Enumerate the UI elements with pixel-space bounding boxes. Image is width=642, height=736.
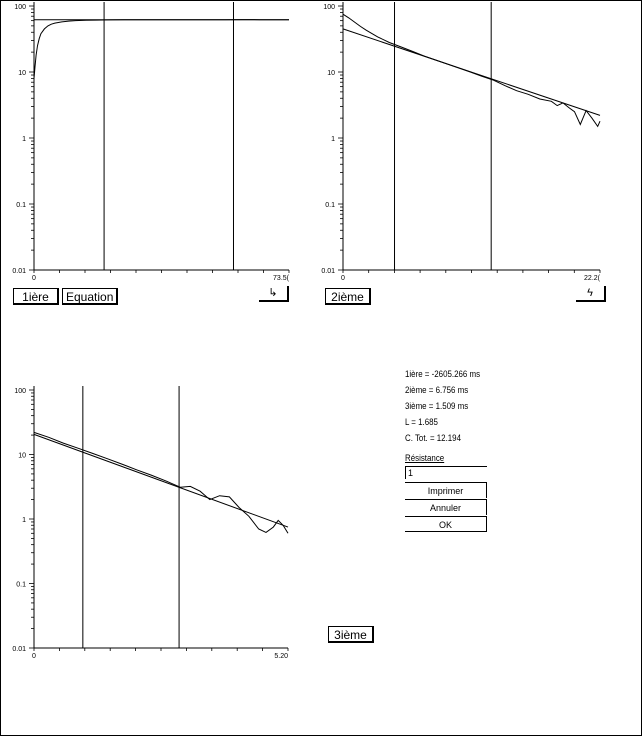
data-series-line xyxy=(343,14,600,126)
y-tick-label: 1 xyxy=(331,136,335,143)
y-tick-label: 10 xyxy=(327,70,335,77)
x-tick-label: 0 xyxy=(32,653,36,660)
chart-third-phase xyxy=(0,380,300,680)
result-total-capacitance: C. Tot. = 12.194 xyxy=(405,433,462,443)
x-tick-label: 0 xyxy=(341,275,345,282)
y-tick-label: 10 xyxy=(18,70,26,77)
x-tick-label: 73.5( xyxy=(273,275,289,282)
y-tick-label: 10 xyxy=(18,452,26,460)
y-tick-label: 0.01 xyxy=(321,268,335,275)
ok-button[interactable]: OK xyxy=(405,516,487,532)
next-arrow-button[interactable] xyxy=(259,286,289,302)
lightning-button[interactable] xyxy=(576,286,606,302)
arrow-right-icon: ↳ xyxy=(268,287,278,299)
x-tick-label: 22.2( xyxy=(584,275,600,282)
y-tick-label: 0.1 xyxy=(16,202,26,209)
y-tick-label: 0.1 xyxy=(16,581,26,589)
result-first-phase: 1ière = -2605.266 ms xyxy=(405,369,481,379)
third-phase-button[interactable]: 3ième xyxy=(328,626,374,643)
first-phase-button[interactable]: 1ière xyxy=(13,288,59,305)
result-inductance: L = 1.685 xyxy=(405,417,438,427)
resistance-label: Résistance xyxy=(405,453,445,463)
result-second-phase: 2ième = 6.756 ms xyxy=(405,385,469,395)
x-tick-label: 0 xyxy=(32,275,36,282)
result-third-phase: 3ième = 1.509 ms xyxy=(405,401,469,411)
equation-button[interactable]: Equation xyxy=(62,288,118,305)
chart-first-phase xyxy=(0,0,300,290)
fit-line xyxy=(34,434,288,527)
y-tick-label: 100 xyxy=(323,4,335,11)
y-tick-label: 100 xyxy=(14,388,26,395)
y-tick-label: 100 xyxy=(14,4,26,11)
y-tick-label: 1 xyxy=(22,517,26,524)
resistance-input[interactable] xyxy=(405,466,487,479)
data-series-line xyxy=(34,432,288,533)
y-tick-label: 0.01 xyxy=(12,646,26,653)
print-button[interactable]: Imprimer xyxy=(405,482,487,498)
y-tick-label: 0.01 xyxy=(12,268,26,275)
cancel-button[interactable]: Annuler xyxy=(405,499,487,515)
data-series-line xyxy=(34,20,289,79)
second-phase-button[interactable]: 2ième xyxy=(325,288,371,305)
lightning-icon: ϟ xyxy=(587,287,593,299)
y-tick-label: 1 xyxy=(22,136,26,143)
chart-second-phase xyxy=(310,0,610,290)
y-tick-label: 0.1 xyxy=(325,202,335,209)
x-tick-label: 5.20 xyxy=(274,653,288,660)
